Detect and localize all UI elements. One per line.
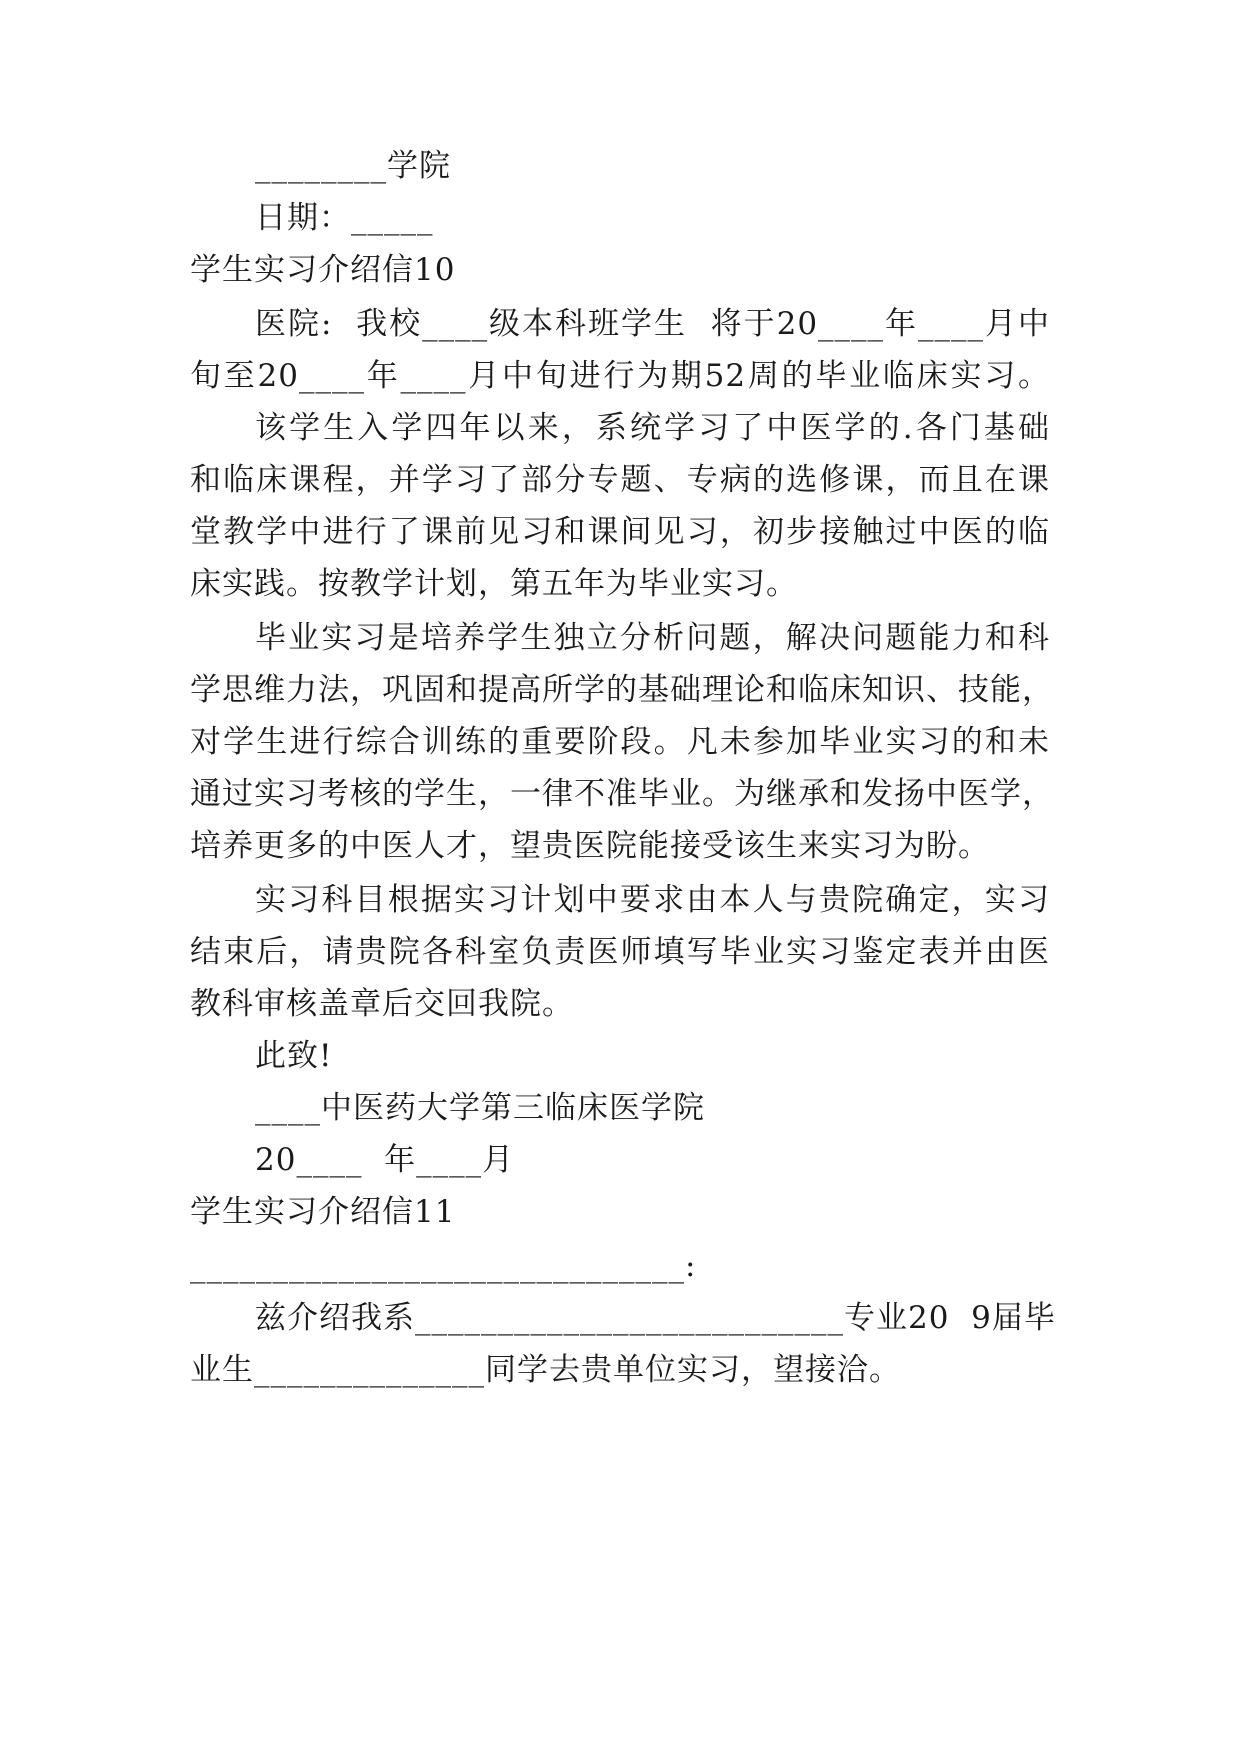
body-line: 对学生进行综合训练的重要阶段。凡未参加毕业实习的和未 [190,724,1050,760]
body-line: 通过实习考核的学生，一律不准毕业。为继承和发扬中医学， [190,776,1054,812]
body-line: 和临床课程，并学习了部分专题、专病的选修课，而且在课 [190,462,1050,498]
body-line: 业生______________同学去贵单位实习，望接洽。 [190,1352,901,1388]
date-line: 日期：_____ [255,200,434,236]
recipient-line: ______________________________: [190,1248,697,1284]
body-line: 床实践。按教学计划，第五年为毕业实习。 [190,566,798,602]
letter-11-title: 学生实习介绍信11 [190,1194,456,1230]
body-line: 堂教学中进行了课前见习和课间见习，初步接触过中医的临 [190,514,1050,550]
body-line: 培养更多的中医人才，望贵医院能接受该生来实习为盼。 [190,828,990,864]
body-line: 实习科目根据实习计划中要求由本人与贵院确定，实习 [255,882,1050,918]
closing-salutation: 此致! [255,1038,333,1074]
body-line: 毕业实习是培养学生独立分析问题，解决问题能力和科 [255,620,1050,656]
body-line: 医院: 我校____级本科班学生 将于20____年____月中 [255,306,1050,342]
body-line: 旬至20____年____月中旬进行为期52周的毕业临床实习。 [190,358,1050,394]
college-signature-line: ________学院 [255,148,451,184]
issuer-signature: ____中医药大学第三临床医学院 [255,1090,705,1126]
body-line: 学思维力法，巩固和提高所学的基础理论和临床知识、技能， [190,672,1054,708]
body-line: 教科审核盖章后交回我院。 [190,986,574,1022]
body-line: 结束后，请贵院各科室负责医师填写毕业实习鉴定表并由医 [190,934,1050,970]
body-line: 该学生入学四年以来，系统学习了中医学的.各门基础 [255,410,1050,446]
issue-date: 20____ 年____月 [255,1142,515,1178]
letter-10-title: 学生实习介绍信10 [190,252,456,288]
body-line: 兹介绍我系__________________________专业20 9届毕 [255,1300,1056,1336]
